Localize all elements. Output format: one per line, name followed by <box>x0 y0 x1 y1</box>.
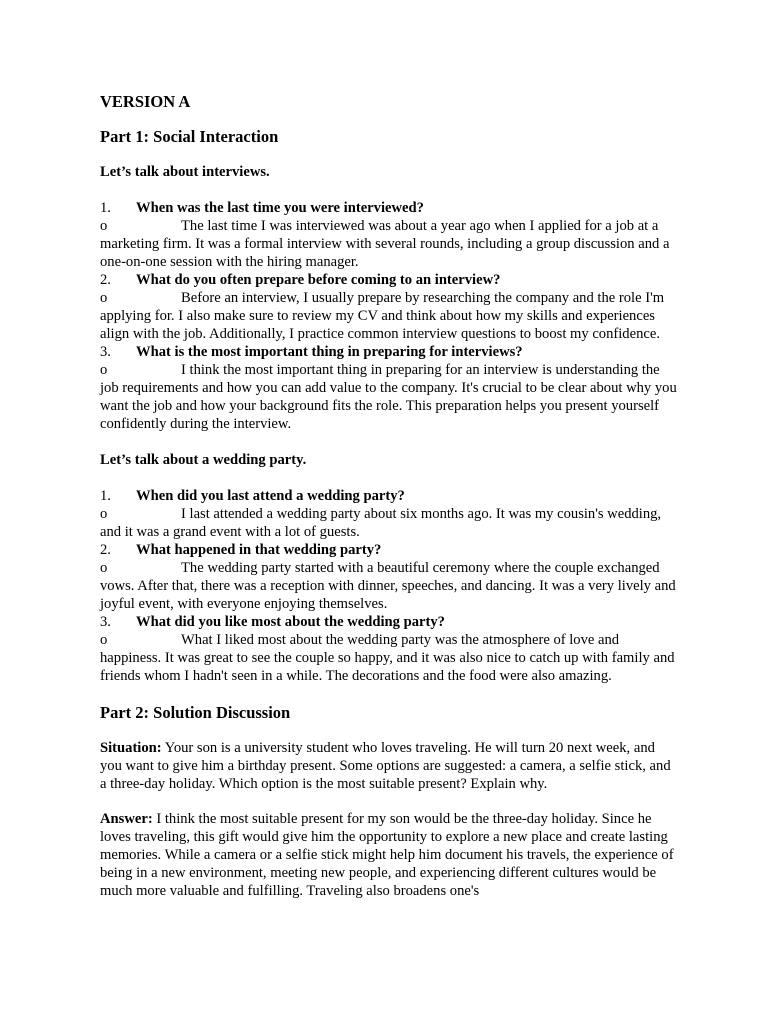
answer-text: The wedding party started with a beautiful ceremony where the couple exchanged vows. After that, there was a reception with dinner, speeches, and dancing. It was a very lively and joyful event, with everyone enjoying themselves. <box>100 560 676 612</box>
answer-text: What I liked most about the wedding party was the atmosphere of love and happiness. It was great to see the couple so happy, and it was also nice to catch up with family and friends whom I hadn't seen in a while. The decorations and the food were also amazing. <box>100 632 675 684</box>
question-text: What do you often prepare before coming to an interview? <box>136 272 501 288</box>
answer-item <box>100 631 678 685</box>
spacer <box>100 685 678 703</box>
question-number: 3. <box>100 344 111 360</box>
bullet-marker: o <box>100 632 108 648</box>
answer-text: I think the most important thing in preparing for an interview is understanding the job requirements and how you can add value to the company. It's crucial to be clear about why you want the job and how your background fits the role. This preparation helps you present yourself confidently during the interview. <box>100 362 677 432</box>
question-number: 1. <box>100 200 111 216</box>
situation-label: Situation: <box>100 740 162 756</box>
situation-text: Your son is a university student who loves traveling. He will turn 20 next week, and you want to give him a birthday present. Some options are suggested: a camera, a selfie stick, and a three-day holiday. Which option is the most suitable present? Explain why. <box>100 740 671 792</box>
question-text: What did you like most about the wedding party? <box>136 614 445 630</box>
question-item <box>100 343 678 361</box>
situation-paragraph <box>100 739 678 793</box>
question-number: 2. <box>100 542 111 558</box>
question-text: What happened in that wedding party? <box>136 542 382 558</box>
bullet-marker: o <box>100 506 108 522</box>
answer-paragraph-text: I think the most suitable present for my son would be the three-day holiday. Since he loves traveling, this gift would give him the opportunity to explore a new place and create lasting memories. While a camera or a selfie stick might help him document his travels, the experience of being in a new environment, meeting new people, and experiencing different cultures would be much more valuable and fulfilling. Traveling also broadens one's <box>100 811 674 899</box>
answer-label: Answer: <box>100 811 153 827</box>
answer-item <box>100 505 678 541</box>
document-body <box>100 92 678 917</box>
question-item <box>100 199 678 217</box>
answer-item <box>100 289 678 343</box>
bullet-marker: o <box>100 362 108 378</box>
version-heading: VERSION A <box>100 92 191 111</box>
bullet-marker: o <box>100 290 108 306</box>
part1-heading: Part 1: Social Interaction <box>100 127 279 146</box>
question-item <box>100 613 678 631</box>
question-text: When was the last time you were interviewed? <box>136 200 424 216</box>
answer-text: Before an interview, I usually prepare by researching the company and the role I'm applying for. I also make sure to review my CV and think about how my skills and experiences align with the job. Additionally, I practice common interview questions to boost my confidence. <box>100 290 665 342</box>
answer-item <box>100 217 678 271</box>
topic-heading: Let’s talk about a wedding party. <box>100 452 307 468</box>
part2-heading: Part 2: Solution Discussion <box>100 703 291 722</box>
question-text: When did you last attend a wedding party? <box>136 488 405 504</box>
answer-item <box>100 559 678 613</box>
answer-text: The last time I was interviewed was about a year ago when I applied for a job at a marketing firm. It was a formal interview with several rounds, including a group discussion and a one-on-one session with the hiring manager. <box>100 218 670 270</box>
question-number: 2. <box>100 272 111 288</box>
bullet-marker: o <box>100 560 108 576</box>
question-number: 3. <box>100 614 111 630</box>
bullet-marker: o <box>100 218 108 234</box>
answer-paragraph <box>100 810 678 900</box>
question-item <box>100 271 678 289</box>
topic-heading: Let’s talk about interviews. <box>100 164 270 180</box>
answer-text: I last attended a wedding party about six months ago. It was my cousin's wedding, and it was a grand event with a lot of guests. <box>100 506 662 540</box>
question-item <box>100 487 678 505</box>
question-text: What is the most important thing in preparing for interviews? <box>136 344 523 360</box>
question-number: 1. <box>100 488 111 504</box>
answer-item <box>100 361 678 433</box>
spacer <box>100 433 678 451</box>
question-item <box>100 541 678 559</box>
